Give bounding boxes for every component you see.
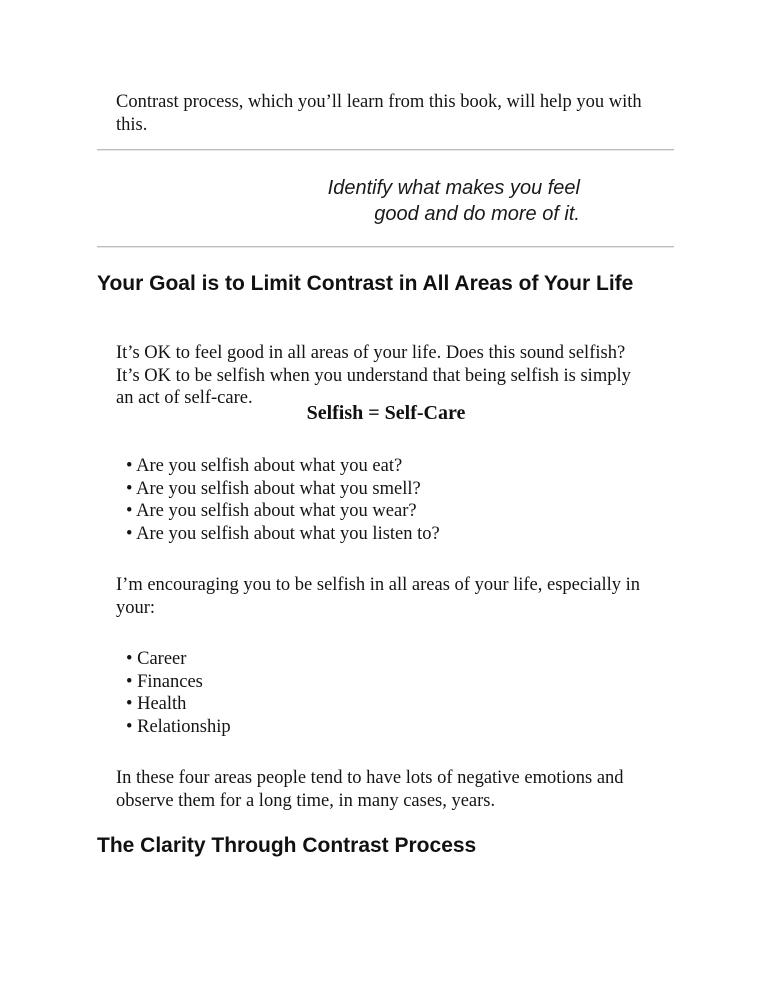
list-item: • Finances bbox=[126, 671, 203, 692]
paragraph-line: It’s OK to be selfish when you understand that being selfish is simply bbox=[116, 365, 631, 386]
closing-paragraph bbox=[116, 767, 624, 812]
selfish-paragraph bbox=[116, 342, 631, 410]
pull-quote-line: Identify what makes you feel bbox=[327, 177, 580, 199]
intro-paragraph bbox=[116, 91, 642, 136]
paragraph-line: your: bbox=[116, 597, 156, 618]
paragraph-line: observe them for a long time, in many cases, years. bbox=[116, 790, 496, 811]
list-item: • Are you selfish about what you listen to? bbox=[126, 523, 440, 544]
intro-line: Contrast process, which you’ll learn from this book, will help you with bbox=[116, 92, 642, 112]
quote-rule-bottom bbox=[97, 246, 674, 248]
paragraph-line: In these four areas people tend to have lots of negative emotions and bbox=[116, 768, 624, 788]
section-heading-goal: Your Goal is to Limit Contrast in All Areas of Your Life bbox=[97, 272, 634, 295]
paragraph-line: It’s OK to feel good in all areas of your life. Does this sound selfish? bbox=[116, 343, 626, 363]
list-item: • Are you selfish about what you smell? bbox=[126, 478, 421, 499]
section-heading-process: The Clarity Through Contrast Process bbox=[97, 834, 477, 857]
quote-rule-top bbox=[97, 149, 674, 151]
selfish-questions-list bbox=[126, 455, 440, 545]
list-item: • Relationship bbox=[126, 716, 231, 737]
encourage-paragraph bbox=[116, 574, 640, 619]
intro-line: this. bbox=[116, 114, 148, 135]
pull-quote bbox=[250, 175, 580, 227]
paragraph-line: I’m encouraging you to be selfish in all areas of your life, especially in bbox=[116, 575, 640, 595]
list-item: • Health bbox=[126, 694, 187, 714]
selfish-equation: Selfish = Self-Care bbox=[306, 402, 466, 424]
paragraph-line: an act of self-care. bbox=[116, 388, 253, 408]
list-item: • Are you selfish about what you eat? bbox=[126, 456, 403, 476]
list-item: • Are you selfish about what you wear? bbox=[126, 501, 417, 521]
pull-quote-line: good and do more of it. bbox=[374, 203, 580, 225]
life-areas-list bbox=[126, 648, 231, 738]
list-item: • Career bbox=[126, 649, 187, 669]
